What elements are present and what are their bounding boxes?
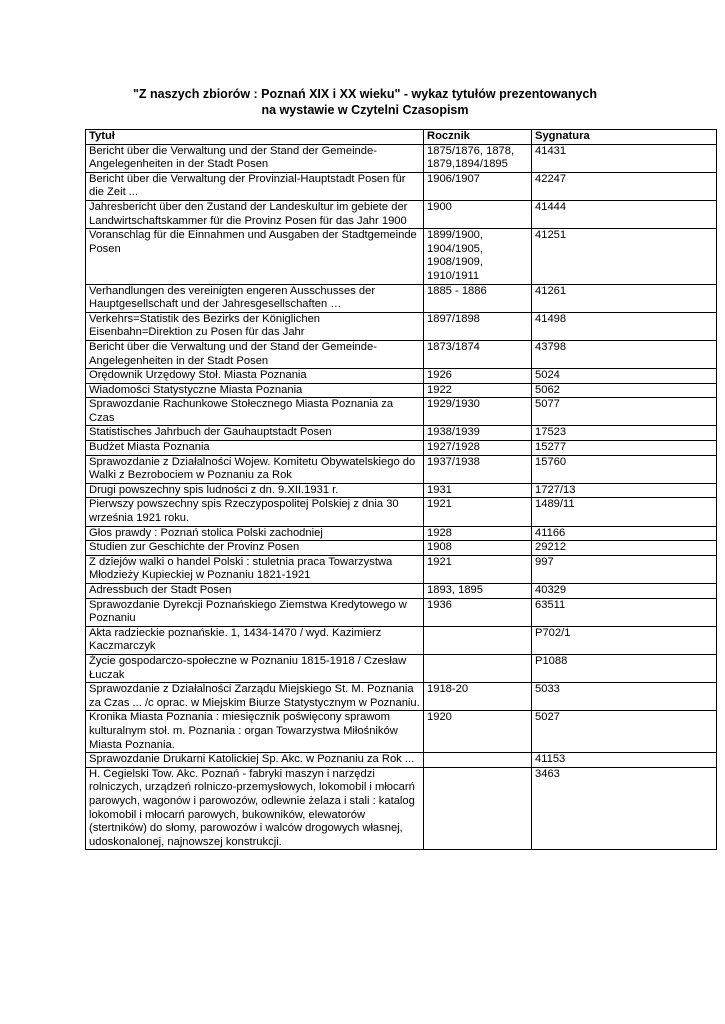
cell-signature: 1489/11: [532, 498, 717, 526]
cell-year: 1922: [424, 383, 532, 398]
cell-title: Życie gospodarczo-społeczne w Poznaniu 1815-1918 / Czesław Łuczak: [86, 654, 424, 682]
cell-title: Voranschlag für die Einnahmen und Ausgaben der Stadtgemeinde Posen: [86, 229, 424, 284]
cell-year: 1937/1938: [424, 455, 532, 483]
cell-year: 1873/1874: [424, 340, 532, 368]
table-row: [86, 483, 717, 498]
cell-year: 1885 - 1886: [424, 284, 532, 312]
cell-signature: 5024: [532, 369, 717, 384]
cell-title: Verkehrs=Statistik des Bezirks der Königlichen Eisenbahn=Direktion zu Posen für das Jahr: [86, 312, 424, 340]
header-title: Tytuł: [86, 130, 424, 145]
cell-year: [424, 753, 532, 768]
cell-signature: 5033: [532, 683, 717, 711]
cell-title: Statistisches Jahrbuch der Gauhauptstadt Posen: [86, 426, 424, 441]
table-row: [86, 555, 717, 583]
table-row: [86, 441, 717, 456]
cell-signature: 3463: [532, 767, 717, 850]
cell-title: Wiadomości Statystyczne Miasta Poznania: [86, 383, 424, 398]
cell-title: Z dziejów walki o handel Polski : stuletnia praca Towarzystwa Młodzieży Kupieckiej w Poznaniu 1821-1921: [86, 555, 424, 583]
title-line-2: na wystawie w Czytelni Czasopism: [261, 103, 469, 117]
cell-year: 1928: [424, 526, 532, 541]
table-row: [86, 584, 717, 599]
document-title: [60, 86, 670, 118]
cell-signature: 42247: [532, 172, 717, 200]
cell-year: 1920: [424, 711, 532, 753]
cell-title: Głos prawdy : Poznań stolica Polski zachodniej: [86, 526, 424, 541]
header-signature: Sygnatura: [532, 130, 717, 145]
cell-signature: 5077: [532, 398, 717, 426]
cell-year: 1918-20: [424, 683, 532, 711]
cell-title: Drugi powszechny spis ludności z dn. 9.XII.1931 r.: [86, 483, 424, 498]
cell-year: 1908: [424, 541, 532, 556]
cell-year: 1936: [424, 598, 532, 626]
cell-signature: 29212: [532, 541, 717, 556]
cell-title: Sprawozdanie z Działalności Zarządu Miejskiego St. M. Poznania za Czas ... /c oprac. w Miejskim Biurze Statystycznym w Poznaniu.: [86, 683, 424, 711]
cell-signature: 41153: [532, 753, 717, 768]
table-row: [86, 455, 717, 483]
cell-year: 1926: [424, 369, 532, 384]
table-row: [86, 172, 717, 200]
cell-title: Akta radzieckie poznańskie. 1, 1434-1470 / wyd. Kazimierz Kaczmarczyk: [86, 626, 424, 654]
cell-year: 1938/1939: [424, 426, 532, 441]
table-row: [86, 426, 717, 441]
cell-title: Sprawozdanie z Działalności Wojew. Komitetu Obywatelskiego do Walki z Bezrobociem w Poznaniu za Rok: [86, 455, 424, 483]
cell-signature: 41498: [532, 312, 717, 340]
cell-signature: 5062: [532, 383, 717, 398]
cell-title: Verhandlungen des vereinigten engeren Ausschusses der Hauptgesellschaft und der Jahresgesellschaften …: [86, 284, 424, 312]
cell-title: H. Cegielski Tow. Akc. Poznań - fabryki maszyn i narzędzi rolniczych, urządzeń rolniczo-przemysłowych, lokomobil i młocarń parowych, wagonów i parowozów, odlewnie żelaza i stali : katalog lokomobil i młocarń parowych, bukowników, elewatorów (stertników) do słomy, parowozów i walców drogowych własnej, udoskonalonej, najnowszej konstrukcji.: [86, 767, 424, 850]
cell-signature: 41251: [532, 229, 717, 284]
cell-title: Budżet Miasta Poznania: [86, 441, 424, 456]
cell-year: 1893, 1895: [424, 584, 532, 599]
cell-year: 1906/1907: [424, 172, 532, 200]
table-row: [86, 200, 717, 228]
cell-title: Jahresbericht über den Zustand der Landeskultur im gebiete der Landwirtschaftskammer für die Provinz Posen für das Jahr 1900: [86, 200, 424, 228]
cell-year: 1875/1876, 1878, 1879,1894/1895: [424, 144, 532, 172]
cell-signature: 41444: [532, 200, 717, 228]
cell-year: 1929/1930: [424, 398, 532, 426]
cell-title: Sprawozdanie Dyrekcji Poznańskiego Ziemstwa Kredytowego w Poznaniu: [86, 598, 424, 626]
table-row: [86, 284, 717, 312]
table-row: [86, 144, 717, 172]
cell-year: 1931: [424, 483, 532, 498]
cell-year: 1927/1928: [424, 441, 532, 456]
table-row: [86, 626, 717, 654]
cell-title: Bericht über die Verwaltung und der Stand der Gemeinde-Angelegenheiten in der Stadt Posen: [86, 340, 424, 368]
cell-title: Pierwszy powszechny spis Rzeczypospolitej Polskiej z dnia 30 września 1921 roku.: [86, 498, 424, 526]
cell-year: 1900: [424, 200, 532, 228]
cell-year: 1899/1900, 1904/1905, 1908/1909, 1910/1911: [424, 229, 532, 284]
cell-signature: 41431: [532, 144, 717, 172]
cell-signature: 15277: [532, 441, 717, 456]
table-row: [86, 654, 717, 682]
cell-signature: 41166: [532, 526, 717, 541]
table-row: [86, 383, 717, 398]
cell-signature: 15760: [532, 455, 717, 483]
cell-title: Studien zur Geschichte der Provinz Posen: [86, 541, 424, 556]
cell-signature: 40329: [532, 584, 717, 599]
cell-signature: 41261: [532, 284, 717, 312]
cell-year: 1921: [424, 498, 532, 526]
table-row: [86, 711, 717, 753]
cell-title: Kronika Miasta Poznania : miesięcznik poświęcony sprawom kulturalnym stoł. m. Poznania : organ Towarzystwa Miłośników Miasta Poznania.: [86, 711, 424, 753]
table-row: [86, 541, 717, 556]
header-row: [86, 130, 717, 145]
table-row: [86, 598, 717, 626]
cell-title: Bericht über die Verwaltung der Provinzial-Hauptstadt Posen für die Zeit ...: [86, 172, 424, 200]
cell-signature: 63511: [532, 598, 717, 626]
cell-signature: 5027: [532, 711, 717, 753]
table-row: [86, 767, 717, 850]
table-row: [86, 229, 717, 284]
cell-title: Orędownik Urzędowy Stoł. Miasta Poznania: [86, 369, 424, 384]
cell-signature: 997: [532, 555, 717, 583]
table-row: [86, 369, 717, 384]
table-row: [86, 526, 717, 541]
catalog-table: [85, 129, 717, 850]
cell-signature: 43798: [532, 340, 717, 368]
header-year: Rocznik: [424, 130, 532, 145]
cell-title: Bericht über die Verwaltung und der Stand der Gemeinde-Angelegenheiten in der Stadt Posen: [86, 144, 424, 172]
table-row: [86, 683, 717, 711]
cell-signature: 1727/13: [532, 483, 717, 498]
table-row: [86, 753, 717, 768]
cell-year: 1921: [424, 555, 532, 583]
table-row: [86, 398, 717, 426]
title-line-1: "Z naszych zbiorów : Poznań XIX i XX wieku" - wykaz tytułów prezentowanych: [132, 87, 598, 101]
cell-title: Sprawozdanie Rachunkowe Stołecznego Miasta Poznania za Czas: [86, 398, 424, 426]
cell-signature: P1088: [532, 654, 717, 682]
table-row: [86, 498, 717, 526]
cell-year: 1897/1898: [424, 312, 532, 340]
cell-signature: P702/1: [532, 626, 717, 654]
cell-title: Sprawozdanie Drukarni Katolickiej Sp. Akc. w Poznaniu za Rok ...: [86, 753, 424, 768]
table-row: [86, 312, 717, 340]
cell-title: Adressbuch der Stadt Posen: [86, 584, 424, 599]
table-row: [86, 340, 717, 368]
cell-year: [424, 767, 532, 850]
cell-signature: 17523: [532, 426, 717, 441]
cell-year: [424, 654, 532, 682]
cell-year: [424, 626, 532, 654]
